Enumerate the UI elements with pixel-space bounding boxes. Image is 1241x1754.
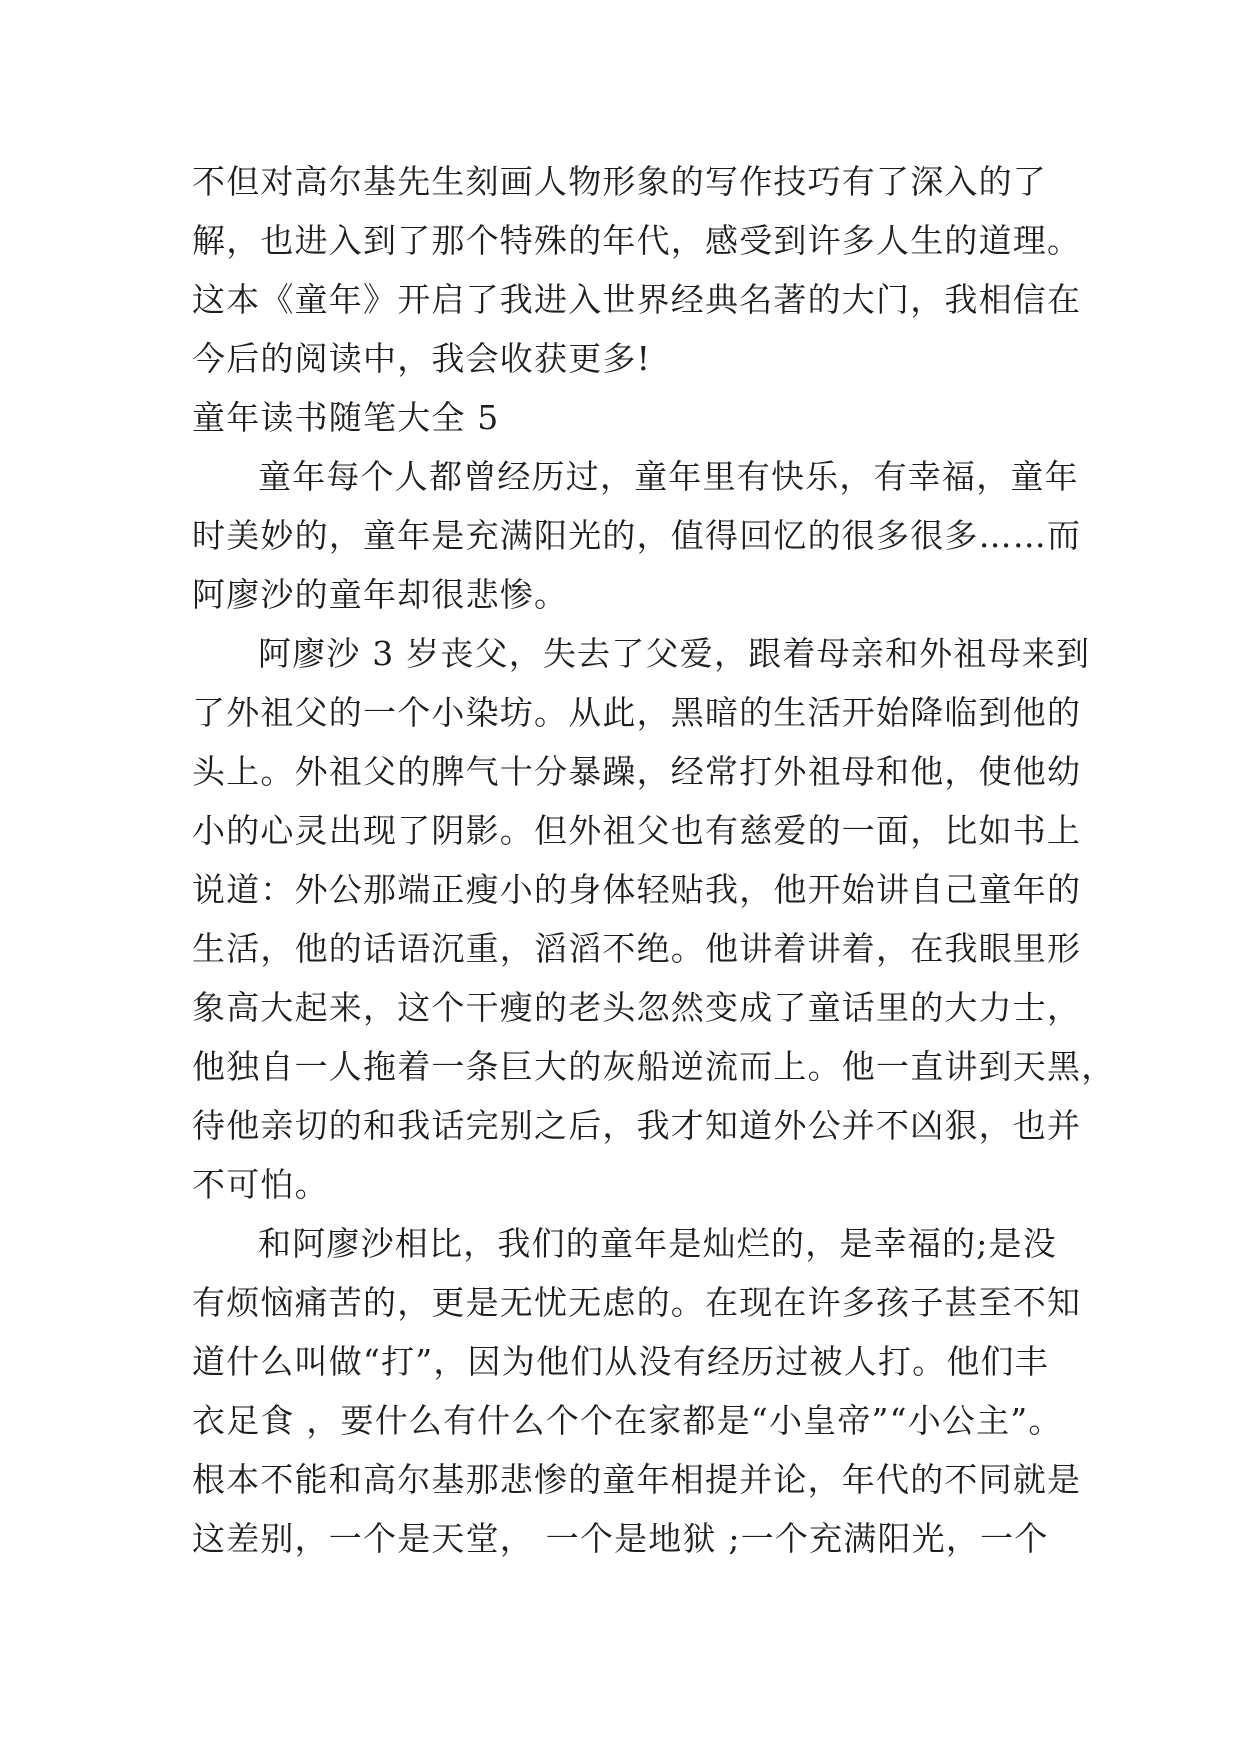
- section-heading: 童年读书随笔大全 5: [192, 398, 500, 437]
- text-line: 解，也进入到了那个特殊的年代，感受到许多人生的道理。: [192, 221, 1082, 260]
- text-line: 时美妙的，童年是充满阳光的，值得回忆的很多很多……而: [192, 516, 1082, 555]
- paragraph-first-line: 和阿廖沙相比，我们的童年是灿烂的，是幸福的;是没: [258, 1224, 1057, 1263]
- text-line: 根本不能和高尔基那悲惨的童年相提并论，年代的不同就是: [192, 1460, 1082, 1499]
- paragraph-first-line: 童年每个人都曾经历过，童年里有快乐，有幸福，童年: [258, 457, 1079, 496]
- text-line: 阿廖沙的童年却很悲惨。: [192, 575, 569, 614]
- text-line: 象高大起来，这个干瘦的老头忽然变成了童话里的大力士，: [192, 988, 1082, 1027]
- body-text: [192, 152, 1116, 1568]
- text-line: 道什么叫做“打”，因为他们从没有经历过被人打。他们丰: [192, 1342, 1049, 1381]
- text-line: 生活，他的话语沉重，滔滔不绝。他讲着讲着，在我眼里形: [192, 929, 1082, 968]
- paragraph-first-line: 阿廖沙 3 岁丧父，失去了父爱，跟着母亲和外祖母来到: [258, 634, 1091, 673]
- text-line: 不可怕。: [192, 1165, 329, 1204]
- text-line: 说道：外公那端正瘦小的身体轻贴我，他开始讲自己童年的: [192, 870, 1082, 909]
- text-line: 不但对高尔基先生刻画人物形象的写作技巧有了深入的了: [192, 162, 1047, 201]
- text-line: 今后的阅读中，我会收获更多!: [192, 339, 652, 378]
- text-line: 这本《童年》开启了我进入世界经典名著的大门，我相信在: [192, 280, 1082, 319]
- text-line: 他独自一人拖着一条巨大的灰船逆流而上。他一直讲到天黑，: [192, 1047, 1116, 1086]
- text-line: 这差别，一个是天堂， 一个是地狱 ;一个充满阳光，一个: [192, 1519, 1049, 1558]
- text-line: 头上。外祖父的脾气十分暴躁，经常打外祖母和他，使他幼: [192, 752, 1082, 791]
- text-line: 衣足食 ，要什么有什么个个在家都是“小皇帝”“小公主”。: [192, 1401, 1063, 1440]
- text-line: 小的心灵出现了阴影。但外祖父也有慈爱的一面，比如书上: [192, 811, 1082, 850]
- text-line: 有烦恼痛苦的，更是无忧无虑的。在现在许多孩子甚至不知: [192, 1283, 1082, 1322]
- text-line: 了外祖父的一个小染坊。从此，黑暗的生活开始降临到他的: [192, 693, 1082, 732]
- text-line: 待他亲切的和我话完别之后，我才知道外公并不凶狠，也并: [192, 1106, 1082, 1145]
